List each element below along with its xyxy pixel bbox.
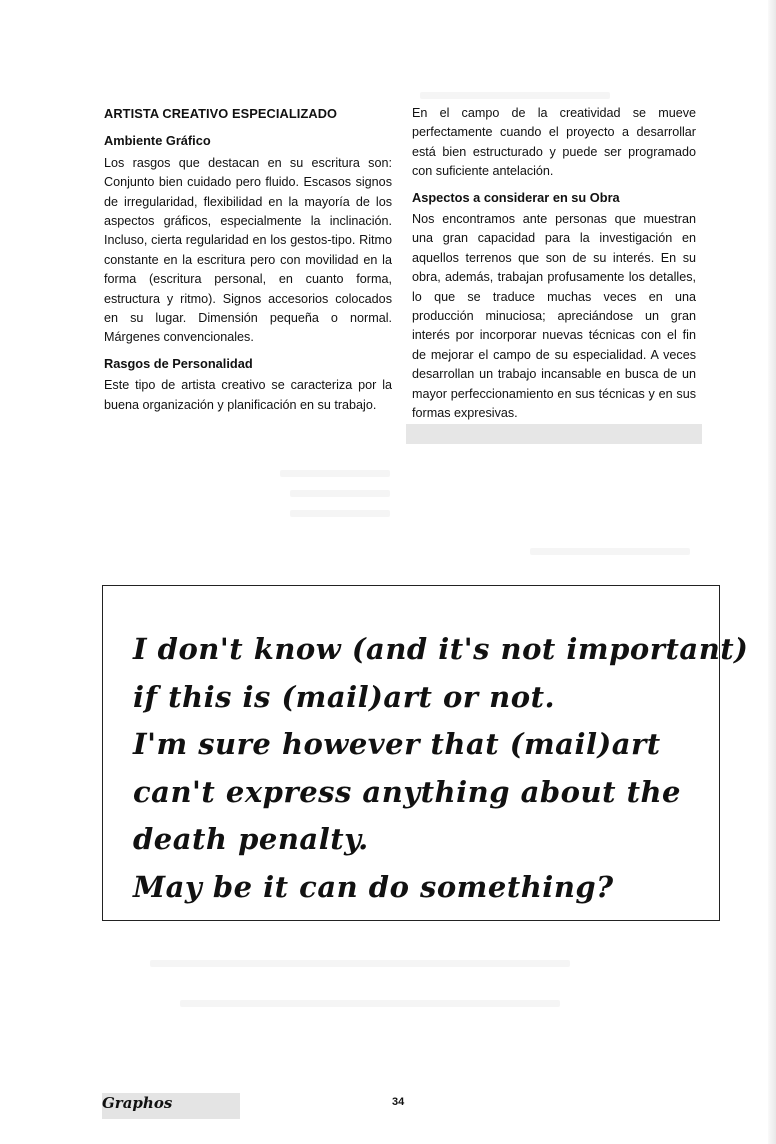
heading-aspectos-obra: Aspectos a considerar en su Obra [412, 189, 620, 205]
graphos-logo [102, 1093, 240, 1119]
paragraph-campo-creatividad: En el campo de la creatividad se mueve perfectamente cuando el proyecto a desarrollar está bien estructurado y puede ser programado con suficiente antelación. [412, 106, 696, 179]
bleed-through-mark [280, 470, 390, 477]
right-column [412, 104, 696, 424]
handwriting-text [133, 626, 749, 911]
bleed-through-mark [290, 510, 390, 517]
bleed-through-mark [530, 548, 690, 555]
handwriting-sample-box [102, 585, 749, 921]
paragraph-ambiente-grafico: Los rasgos que destacan en su escritura son: Conjunto bien cuidado pero fluido. Escasos signos de irregularidad, flexibilidad en la mayoría de los aspectos gráficos, especialmente la inclinación. Incluso, cierta regularidad en los gestos-tipo. Ritmo constante en la escritura pero con movilidad en la forma (escritura personal, en cuanto forma, estructura y ritmo). Signos accesorios colocados en su lugar. Dimensión pequeña o normal. Márgenes convencionales. [104, 155, 392, 345]
handwriting-line: can't express anything about the [133, 774, 681, 809]
highlight-band [406, 424, 702, 444]
page-number: 34 [392, 1096, 405, 1108]
handwriting-line: I'm sure however that (mail)art [133, 727, 661, 761]
heading-rasgos-personalidad: Rasgos de Personalidad [104, 355, 253, 371]
handwriting-line: I don't know (and it's not important) [133, 632, 749, 666]
bleed-through-mark [150, 960, 570, 967]
bleed-through-mark [290, 490, 390, 497]
left-column [104, 104, 392, 415]
handwriting-line: May be it can do something? [133, 869, 614, 904]
article-title: ARTISTA CREATIVO ESPECIALIZADO [104, 106, 338, 121]
graphos-logo-text: Graphos [102, 1094, 173, 1112]
heading-ambiente-grafico: Ambiente Gráfico [104, 133, 211, 149]
handwriting-line: if this is (mail)art or not. [133, 679, 556, 714]
bleed-through-mark [180, 1000, 560, 1007]
bleed-through-mark [420, 92, 610, 99]
page-edge-shadow [768, 0, 776, 1144]
handwriting-line: death penalty. [133, 822, 369, 856]
paragraph-aspectos-obra: Nos encontramos ante personas que muestran una gran capacidad para la investigación en aquellos terrenos que son de su interés. En su obra, además, trabajan profusamente los detalles, lo que se traduce muchas veces en una producción minuciosa; apreciándose un gran interés por incorporar nuevas técnicas con el fin de mejorar el campo de su especialidad. A veces desarrollan un trabajo incansable en busca de un mayor perfeccionamiento en sus técnicas y en sus formas expresivas. [412, 212, 696, 421]
paragraph-rasgos-personalidad: Este tipo de artista creativo se caracteriza por la buena organización y planificación en su trabajo. [104, 378, 392, 412]
